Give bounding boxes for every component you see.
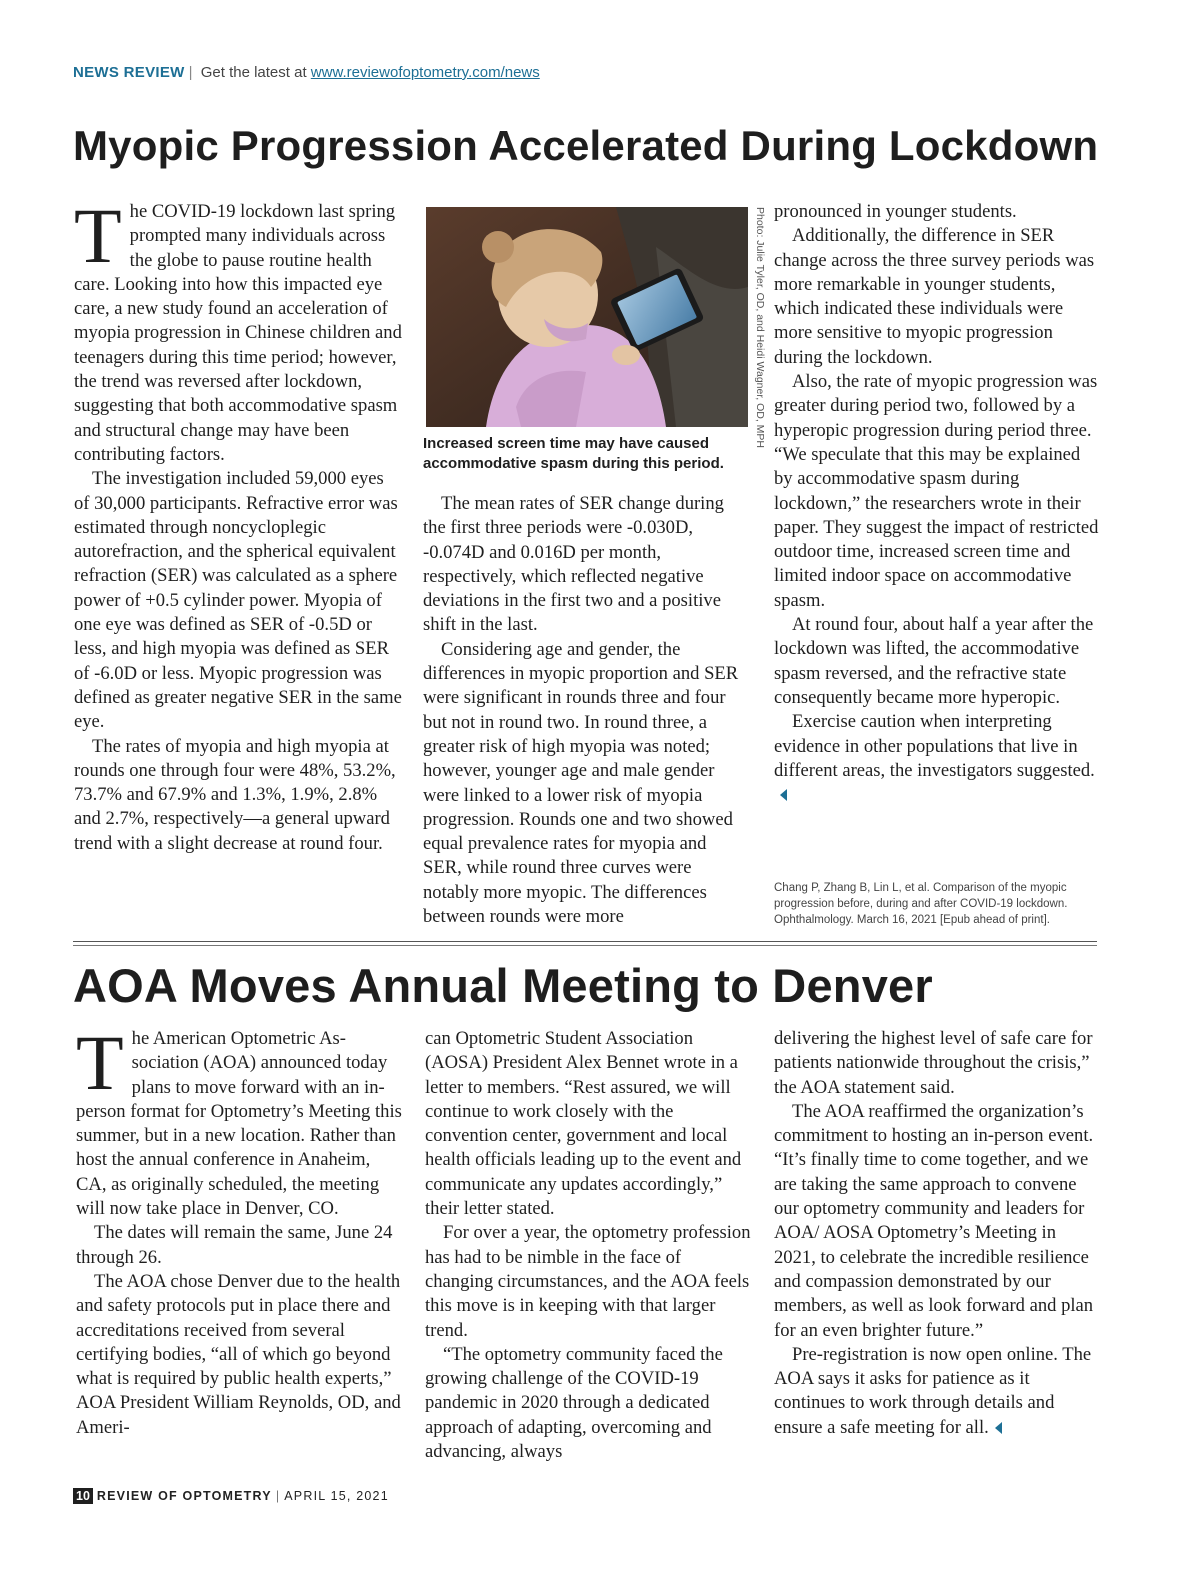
- news-link[interactable]: www.reviewofoptometry.com/news: [310, 64, 540, 81]
- article2-last-paragraph: [774, 1343, 1102, 1440]
- article1-headline: Myopic Progression Accelerated During Lockdown: [73, 122, 1099, 169]
- article2-paragraph: can Optometric Student Association (AOSA) President Alex Bennet wrote in a letter to members. “Rest assured, we will continue to work closely with the convention center, government and local health officials leading up to the event and communicate any updates accordingly,” their letter stated.: [425, 1028, 742, 1220]
- article2-paragraph: The dates will remain the same, June 24 through 26.: [76, 1222, 393, 1268]
- article1-paragraph: The rates of myopia and high myopia at rounds one through four were 48%, 53.2%, 73.7% and 67.9% and 1.3%, 1.9%, 2.8% and 2.7%, respectively—a general upward trend with a slight decrease at round four.: [74, 735, 396, 854]
- article1-paragraph: Considering age and gender, the differences in myopic proportion and SER were significant in rounds three and four but not in round two. In round three, a greater risk of high myopia was noted; however, younger age and male gender were linked to a lower risk of myopia progression. Rounds one and two showed equal prevalence rates for myopia and SER, while round three curves were notably more myopic. The differences between rounds were more: [423, 638, 739, 928]
- article1-paragraph: pronounced in younger students.: [774, 201, 1017, 222]
- end-mark-icon: [780, 789, 787, 801]
- article2-paragraph: The AOA reaffirmed the organization’s commitment to hosting an in-person event. “It’s finally time to come together, and we are taking the same approach to convene our optometry community and leaders for AOA/ AOSA Optometry’s Meeting in 2021, to celebrate the incredible resilience and compassion demonstrated by our members, as well as look forward and plan for an even brighter future.”: [774, 1100, 1094, 1341]
- article1-column-1: [74, 192, 402, 856]
- article2-column-1: [76, 1019, 404, 1440]
- article2-column-2: [425, 1027, 753, 1464]
- article1-closing-text: Exercise caution when interpreting evidence in other populations that live in different areas, the investigators suggested.: [774, 711, 1095, 781]
- article1-paragraph: The mean rates of SER change during the first three periods were -0.030D, -0.074D and 0.016D per month, respectively, which reflected negative deviations in the first two and a positive shift in the last.: [423, 493, 724, 636]
- issue-date: APRIL 15, 2021: [284, 1489, 389, 1503]
- footer-separator: |: [275, 1489, 281, 1503]
- article1-photo: [426, 207, 748, 427]
- photo-credit-text: Photo: Julie Tyler, OD, and Heidi Wagner, OD, MPH: [754, 207, 766, 449]
- section-divider: [73, 941, 1097, 942]
- photo-caption: Increased screen time may have caused accommodative spasm during this period.: [423, 435, 724, 472]
- section-divider-thin: [73, 945, 1097, 946]
- section-header: [73, 64, 540, 81]
- page-number: 10: [73, 1488, 93, 1504]
- article1-paragraph: Also, the rate of myopic progression was greater during period two, followed by a hyperopic progression during period three. “We speculate that this may be explained by accommodative spasm during lockdown,” the researchers wrote in their paper. They suggest the impact of restricted outdoor time, increased screen time and limited indoor space on accommodative spasm.: [774, 371, 1099, 611]
- section-label: NEWS REVIEW: [73, 64, 185, 81]
- end-mark-icon: [995, 1422, 1002, 1434]
- photo-credit: [753, 207, 767, 449]
- header-lead-text: Get the latest at: [200, 64, 307, 81]
- article2-paragraph: The American Optometric Association (AOA) announced today plans to move forward with an in-person format for Optometry’s Meeting this summer, but in a new location. Rather than host the annual conference in Anaheim, CA, as originally scheduled, the meeting will now take place in Denver, CO.: [76, 1019, 402, 1220]
- page-footer: [73, 1488, 389, 1504]
- article1-column-2: [423, 492, 748, 929]
- article1-column-3: [774, 200, 1102, 807]
- article2-paragraph: The AOA chose Denver due to the health and safety protocols put in place there and accreditations received from several certifying bodies, “all of which go beyond what is required by public health experts,” AOA President William Reynolds, OD, and Ameri-: [76, 1270, 401, 1438]
- article1-reference: Chang P, Zhang B, Lin L, et al. Comparison of the myopic progression before, during and after COVID-19 lockdown. Ophthalmology. March 16, 2021 [Epub ahead of print].: [774, 882, 1068, 926]
- article2-column-3: [774, 1027, 1102, 1440]
- article2-headline: AOA Moves Annual Meeting to Denver: [73, 959, 933, 1012]
- article1-paragraph: At round four, about half a year after the lockdown was lifted, the accommodative spasm reversed, and the refractive state consequently became more hyperopic.: [774, 614, 1094, 708]
- article2-paragraph: “The optometry community faced the growing challenge of the COVID-19 pandemic in 2020 through a dedicated approach of adapting, overcoming and advancing, always: [425, 1343, 723, 1463]
- article1-paragraph: Additionally, the difference in SER change across the three survey periods was more remarkable in younger students, which indicated these individuals were more sensitive to myopic progression during the lockdown.: [774, 225, 1095, 368]
- publication-name: REVIEW OF OPTOMETRY: [96, 1489, 272, 1503]
- article2-closing-text: Pre-registration is now open online. The AOA says it asks for patience as it continues to work through details and ensure a safe meeting for all.: [774, 1343, 1092, 1438]
- article2-paragraph: delivering the highest level of safe care for patients nationwide throughout the crisis,” the AOA statement said.: [774, 1028, 1093, 1098]
- article2-paragraph: For over a year, the optometry profession has had to be nimble in the face of changing circumstances, and the AOA feels this move is in keeping with that larger trend.: [425, 1222, 751, 1341]
- article1-last-paragraph: [774, 710, 1102, 807]
- child-with-tablet-image: [426, 207, 748, 427]
- header-separator: |: [188, 64, 193, 81]
- article1-paragraph: The investigation included 59,000 eyes of 30,000 participants. Refractive error was estimated through noncycloplegic autorefraction, and the spherical equivalent refraction (SER) was calculated as a sphere power of +0.5 cylinder power. Myopia of one eye was defined as SER of -0.5D or less, and high myopia was defined as SER of -6.0D or less. Myopic progression was defined as greater negative SER in the same eye.: [74, 468, 402, 733]
- article1-paragraph: The COVID-19 lockdown last spring prompted many individuals across the globe to pause routine health care. Looking into how this impacted eye care, a new study found an acceleration of myopia progression in Chinese children and teenagers during this time period; however, the trend was reversed after lockdown, suggesting that both accommodative spasm and structural change may have been contributing factors.: [74, 192, 402, 465]
